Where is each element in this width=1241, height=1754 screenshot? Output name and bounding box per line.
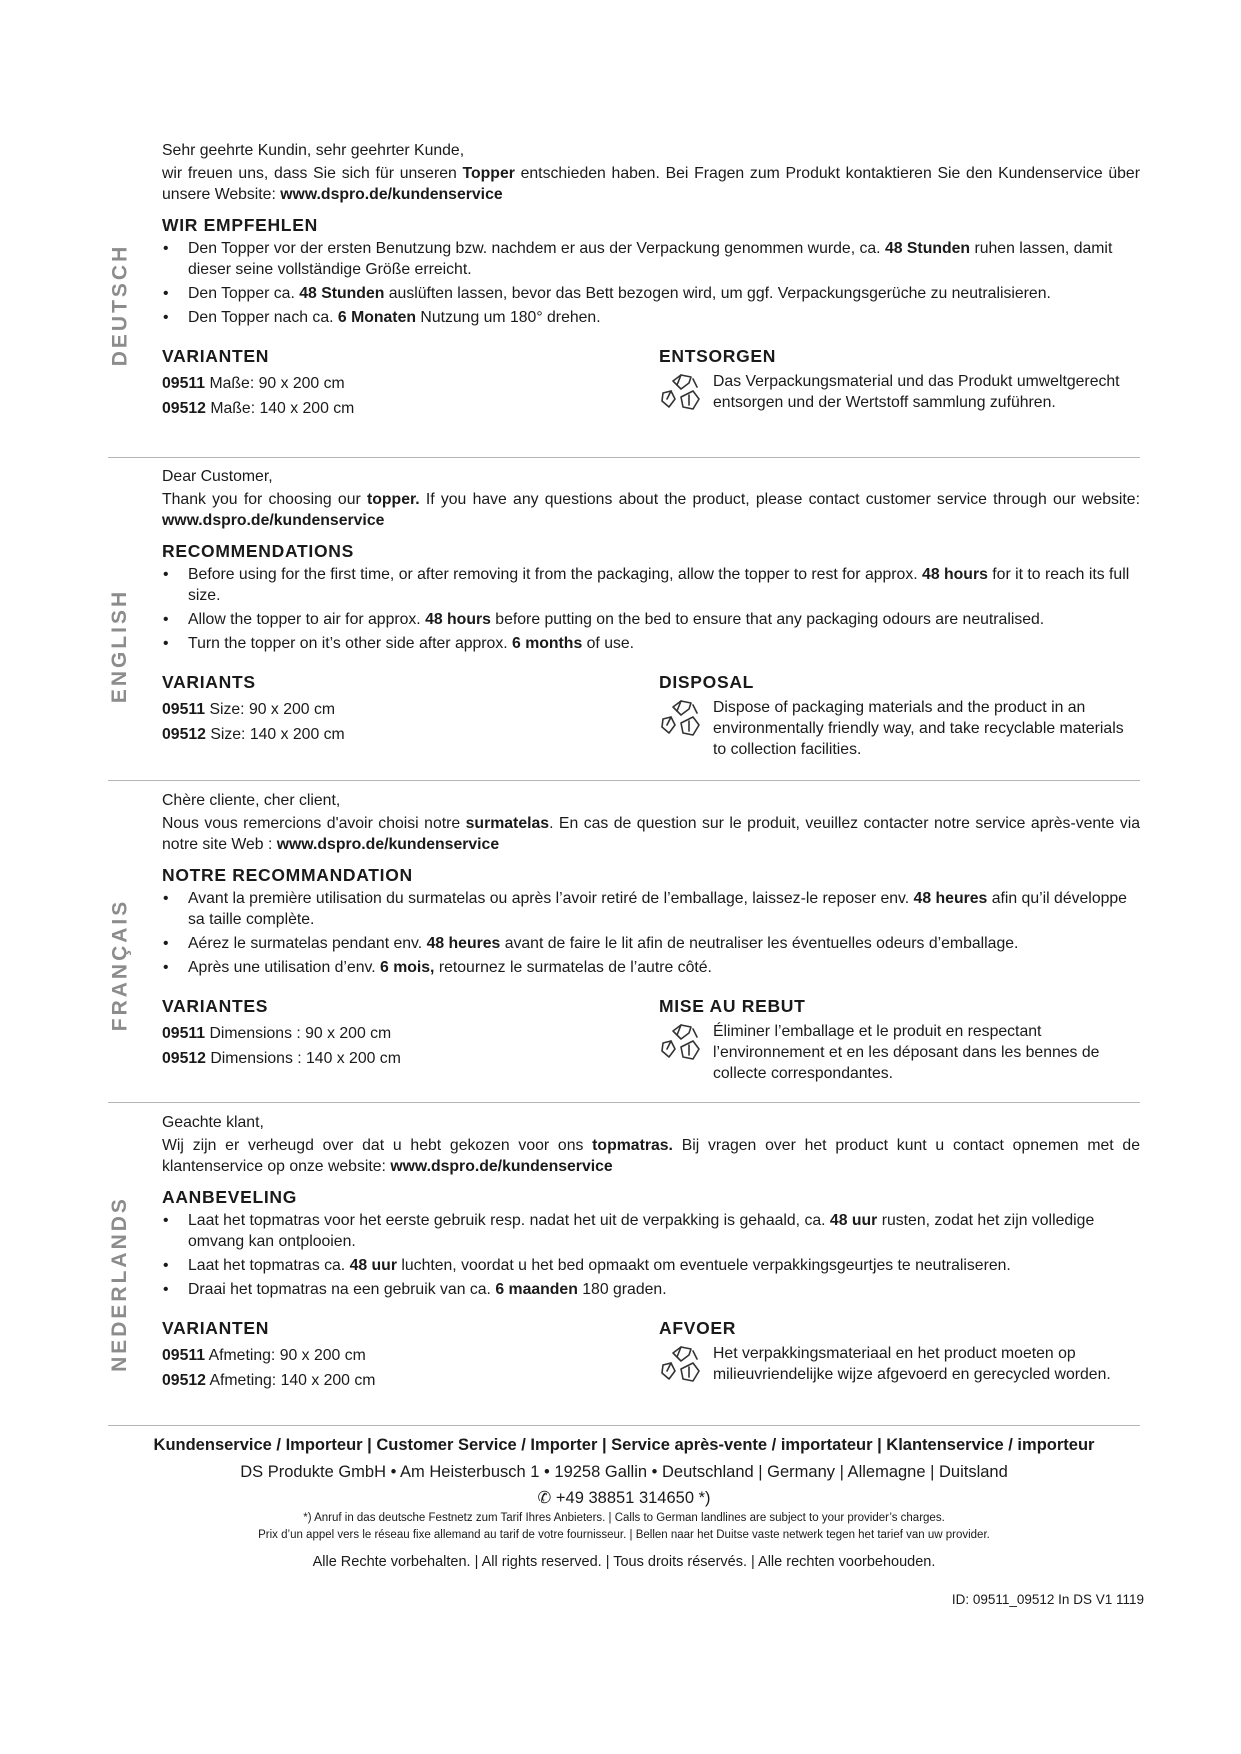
phone-number[interactable]: +49 38851 314650 *) — [555, 1489, 711, 1507]
variants-heading: VARIANTEN — [162, 1318, 270, 1338]
variants-block — [162, 1318, 642, 1391]
variant-line: 09511 Maße: 90 x 200 cm — [162, 375, 345, 392]
variant-line: 09512 Size: 140 x 200 cm — [162, 726, 345, 743]
disposal-heading: DISPOSAL — [659, 672, 755, 692]
variants-block — [162, 996, 642, 1069]
website-link[interactable]: www.dspro.de/kundenservice — [162, 512, 385, 529]
variants-block — [162, 672, 642, 745]
content-english — [162, 466, 1140, 772]
variants-heading: VARIANTEN — [162, 346, 270, 366]
disposal-block — [659, 1318, 1140, 1385]
recommendations-list — [162, 238, 1140, 328]
list-item: • Laat het topmatras ca. 48 uur luchten, voordat u het bed opmaakt om eventuele verpakkingsgeurtjes te neutraliseren. — [162, 1255, 1140, 1276]
intro-text: Nous vous remercions d'avoir choisi notre surmatelas. En cas de question sur le produit, veuillez contacter notre service après-vente via notre site Web : www.dspro.de/kundenservice — [162, 815, 1141, 853]
disposal-note — [659, 371, 1140, 413]
list-item: • Laat het topmatras voor het eerste gebruik resp. nadat het uit de verpakking is gehaald, ca. 48 uur rusten, zodat het zijn volledige omvang kan ontplooien. — [162, 1210, 1140, 1252]
section-francais — [108, 790, 1140, 1090]
disposal-text: Dispose of packaging materials and the product in an environmentally friendly way, and take recyclable materials to collection facilities. — [713, 699, 1124, 758]
recycle-icon — [659, 699, 703, 739]
footer-address: DS Produkte GmbH • Am Heisterbusch 1 • 19258 Gallin • Deutschland | Germany | Allemagne | Duitsland — [240, 1463, 1008, 1481]
disposal-block — [659, 996, 1140, 1084]
variants-block — [162, 346, 642, 419]
intro-text: Wij zijn er verheugd over dat u hebt gekozen voor ons topmatras. Bij vragen over het product kunt u contact opnemen met de klantenservice op onze website: www.dspro.de/kundenservice — [162, 1137, 1140, 1175]
intro-text: wir freuen uns, dass Sie sich für unseren Topper entschieden haben. Bei Fragen zum Produkt kontaktieren Sie den Kundenservice über unsere Website: www.dspro.de/kundenservice — [162, 165, 1140, 203]
variant-line: 09511 Size: 90 x 200 cm — [162, 701, 336, 718]
variants-disposal-row — [162, 346, 1140, 446]
recommendations-list — [162, 564, 1140, 654]
disposal-heading: MISE AU REBUT — [659, 996, 806, 1016]
disposal-text: Éliminer l’emballage et le produit en respectant l’environnement et en les déposant dans les bennes de collecte correspondantes. — [713, 1023, 1100, 1082]
list-item: • Before using for the first time, or after removing it from the packaging, allow the topper to rest for approx. 48 hours for it to reach its full size. — [162, 564, 1140, 606]
language-label-text: ENGLISH — [108, 588, 131, 704]
list-item: • Avant la première utilisation du surmatelas ou après l’avoir retiré de l’emballage, laissez-le reposer env. 48 heures afin qu’il développe sa taille complète. — [162, 888, 1140, 930]
disposal-block — [659, 346, 1140, 413]
footer — [108, 1436, 1140, 1570]
recommendations-heading: RECOMMENDATIONS — [162, 541, 354, 561]
disposal-block — [659, 672, 1140, 760]
section-english — [108, 466, 1140, 768]
section-nederlands — [108, 1112, 1140, 1412]
section-divider — [108, 1425, 1140, 1426]
recommendations-heading: AANBEVELING — [162, 1187, 298, 1207]
recommendations-heading: NOTRE RECOMMANDATION — [162, 865, 413, 885]
list-item: • Allow the topper to air for approx. 48 hours before putting on the bed to ensure that any packaging odours are neutralised. — [162, 609, 1140, 630]
language-label-english — [100, 551, 140, 741]
list-item: • Draai het topmatras na een gebruik van ca. 6 maanden 180 graden. — [162, 1279, 1140, 1300]
variant-line: 09512 Afmeting: 140 x 200 cm — [162, 1372, 376, 1389]
section-deutsch — [108, 140, 1140, 417]
variant-line: 09512 Dimensions : 140 x 200 cm — [162, 1050, 401, 1067]
recycle-icon — [659, 1023, 703, 1063]
language-label-nederlands — [100, 1184, 140, 1384]
variant-line: 09511 Afmeting: 90 x 200 cm — [162, 1347, 366, 1364]
content-nederlands — [162, 1112, 1140, 1418]
disposal-text: Das Verpackungsmaterial und das Produkt umweltgerecht entsorgen und der Wertstoff sammlung zuführen. — [713, 373, 1120, 411]
section-divider — [108, 1102, 1140, 1103]
recommendations-heading: WIR EMPFEHLEN — [162, 215, 318, 235]
disposal-note — [659, 1021, 1140, 1084]
variants-disposal-row — [162, 1318, 1140, 1418]
website-link[interactable]: www.dspro.de/kundenservice — [276, 836, 500, 853]
greeting: Sehr geehrte Kundin, sehr geehrter Kunde, — [162, 142, 465, 159]
recommendations-list — [162, 888, 1140, 978]
variant-line: 09511 Dimensions : 90 x 200 cm — [162, 1025, 392, 1042]
intro-text: Thank you for choosing our topper. If you have any questions about the product, please contact customer service through our website: www.dspro.de/kundenservice — [162, 491, 1140, 529]
footer-heading: Kundenservice / Importeur | Customer Service / Importer | Service après-vente / importateur | Klantenservice / importeur — [153, 1436, 1095, 1454]
content-deutsch — [162, 140, 1140, 446]
variant-line: 09512 Maße: 140 x 200 cm — [162, 400, 355, 417]
variants-heading: VARIANTES — [162, 996, 269, 1016]
disposal-note — [659, 1343, 1140, 1385]
list-item: • Turn the topper on it’s other side after approx. 6 months of use. — [162, 633, 1140, 654]
footer-phone — [108, 1488, 1140, 1508]
footer-rights: Alle Rechte vorbehalten. | All rights reserved. | Tous droits réservés. | Alle rechten voorbehouden. — [312, 1554, 936, 1570]
disposal-text: Het verpakkingsmateriaal en het product moeten op milieuvriendelijke wijze afgevoerd en gerecycled worden. — [713, 1345, 1111, 1383]
website-link[interactable]: www.dspro.de/kundenservice — [280, 186, 503, 203]
footer-note — [108, 1510, 1140, 1544]
recycle-icon — [659, 1345, 703, 1385]
list-item: • Aérez le surmatelas pendant env. 48 heures avant de faire le lit afin de neutraliser les éventuelles odeurs d’emballage. — [162, 933, 1140, 954]
recommendations-list — [162, 1210, 1140, 1300]
list-item: • Den Topper nach ca. 6 Monaten Nutzung um 180° drehen. — [162, 307, 1140, 328]
disposal-heading: AFVOER — [659, 1318, 737, 1338]
variants-disposal-row — [162, 672, 1140, 772]
disposal-heading: ENTSORGEN — [659, 346, 777, 366]
footer-note-line: *) Anruf in das deutsche Festnetz zum Tarif Ihres Anbieters. | Calls to German landlines are subject to your provider’s charges. — [303, 1512, 945, 1524]
language-label-text: DEUTSCH — [108, 243, 132, 367]
disposal-note — [659, 697, 1140, 760]
greeting: Geachte klant, — [162, 1114, 264, 1131]
document-id: ID: 09511_09512 In DS V1 1119 — [951, 1592, 1144, 1607]
phone-icon: ✆ — [537, 1489, 552, 1507]
footer-note-line: Prix d’un appel vers le réseau fixe allemand au tarif de votre fournisseur. | Bellen naar het Duitse vaste netwerk tegen het tarief van uw provider. — [258, 1529, 990, 1541]
greeting: Dear Customer, — [162, 468, 273, 485]
list-item: • Après une utilisation d’env. 6 mois, retournez le surmatelas de l’autre côté. — [162, 957, 1140, 978]
greeting: Chère cliente, cher client, — [162, 792, 341, 809]
list-item: • Den Topper ca. 48 Stunden auslüften lassen, bevor das Bett bezogen wird, um ggf. Verpackungsgerüche zu neutralisieren. — [162, 283, 1140, 304]
language-label-deutsch — [100, 210, 140, 400]
section-divider — [108, 780, 1140, 781]
variants-disposal-row — [162, 996, 1140, 1096]
section-divider — [108, 457, 1140, 458]
language-label-text: NEDERLANDS — [108, 1196, 131, 1372]
variants-heading: VARIANTS — [162, 672, 256, 692]
website-link[interactable]: www.dspro.de/kundenservice — [390, 1158, 613, 1175]
list-item: • Den Topper vor der ersten Benutzung bzw. nachdem er aus der Verpackung genommen wurde, ca. 48 Stunden ruhen lassen, damit dieser seine vollständige Größe erreicht. — [162, 238, 1140, 280]
language-label-text: FRANÇAIS — [108, 898, 131, 1032]
language-label-francais — [100, 870, 140, 1060]
content-francais — [162, 790, 1140, 1096]
recycle-icon — [659, 373, 703, 413]
